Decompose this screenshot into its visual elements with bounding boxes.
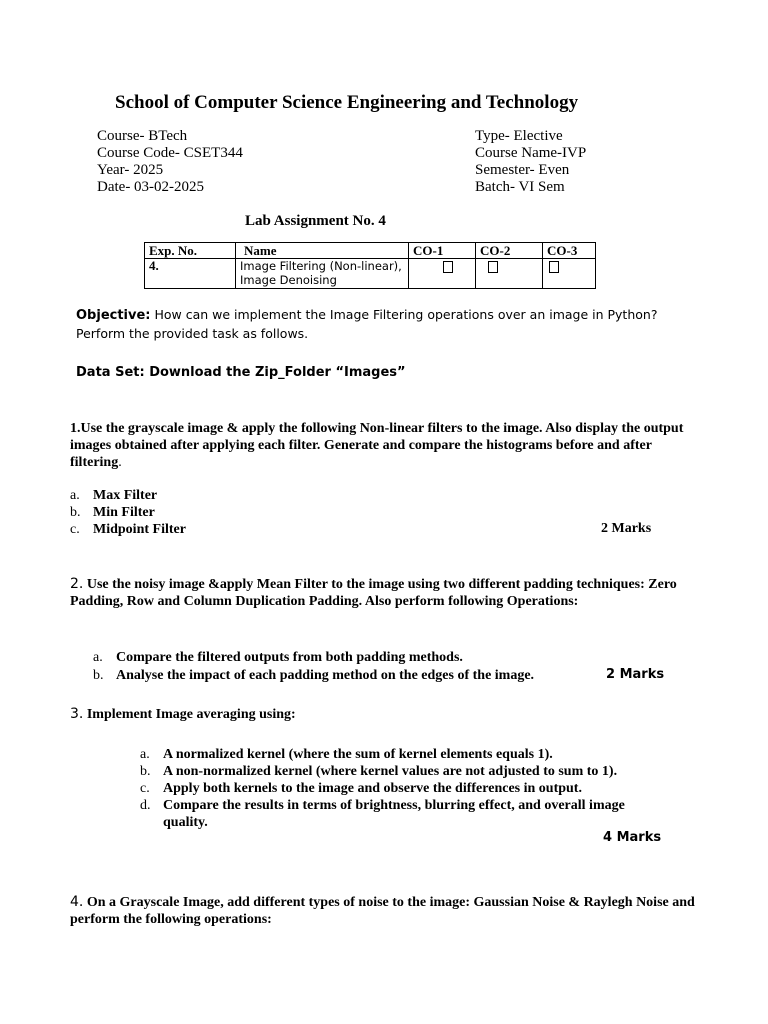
list-marker: c. <box>70 522 80 537</box>
checkbox-glyph-icon <box>549 261 559 273</box>
question-4-number: 4. <box>70 894 84 910</box>
list-marker: b. <box>140 764 151 779</box>
checkbox-glyph-icon <box>443 261 453 273</box>
list-text-continuation: quality. <box>163 815 208 830</box>
list-text: A normalized kernel (where the sum of kernel elements equals 1). <box>163 747 553 762</box>
semester-line: Semester- Even <box>475 162 570 178</box>
experiment-table <box>144 242 596 289</box>
list-text: Max Filter <box>93 488 158 503</box>
objective-paragraph <box>76 306 706 343</box>
list-text: Midpoint Filter <box>93 522 186 537</box>
cell-co2 <box>476 259 543 289</box>
course-name-line: Course Name-IVP <box>475 145 587 161</box>
cell-co1 <box>409 259 476 289</box>
document-title: School of Computer Science Engineering and Technology <box>115 92 579 113</box>
question-4-text: On a Grayscale Image, add different types of noise to the image: Gaussian Noise & Raylegh Noise and perform the following operations: <box>70 895 695 927</box>
checkbox-glyph-icon <box>488 261 498 273</box>
cell-co3 <box>543 259 596 289</box>
question-4 <box>70 894 700 928</box>
list-text: A non-normalized kernel (where kernel values are not adjusted to sum to 1). <box>163 764 618 779</box>
objective-label: Objective: <box>76 308 151 323</box>
header-co1: CO-1 <box>409 243 476 259</box>
question-2-number: 2. <box>70 576 84 592</box>
question-1 <box>70 420 700 471</box>
list-text: Apply both kernels to the image and observe the differences in output. <box>163 781 582 796</box>
type-line: Type- Elective <box>475 128 563 144</box>
cell-name-line2: Image Denoising <box>240 273 337 287</box>
marks-label: 2 Marks <box>606 667 665 682</box>
question-2-text: Use the noisy image &apply Mean Filter to the image using two different padding techniques: Zero Padding, Row and Column Duplication Padding. Also perform following Operations: <box>70 577 677 609</box>
list-marker: c. <box>140 781 150 796</box>
course-info-left <box>97 128 243 196</box>
list-text: Compare the results in terms of brightness, blurring effect, and overall image <box>163 798 625 813</box>
table-row <box>145 259 596 289</box>
cell-name-line1: Image Filtering (Non-linear), <box>240 259 402 273</box>
cell-name <box>236 259 409 289</box>
batch-line: Batch- VI Sem <box>475 179 565 195</box>
list-marker: b. <box>70 505 81 520</box>
list-marker: a. <box>140 747 150 762</box>
question-3 <box>70 706 700 723</box>
header-name: Name <box>236 243 409 259</box>
course-line: Course- BTech <box>97 128 188 144</box>
objective-text: How can we implement the Image Filtering operations over an image in Python? Perform the provided task as follows. <box>76 307 658 341</box>
header-co3: CO-3 <box>543 243 596 259</box>
cell-exp-no: 4. <box>145 259 236 289</box>
list-marker: a. <box>70 488 80 503</box>
question-3-text: Implement Image averaging using: <box>83 707 296 722</box>
marks-label: 2 Marks <box>601 521 652 536</box>
list-marker: b. <box>93 668 104 683</box>
course-info-right <box>475 128 586 196</box>
course-code-line: Course Code- CSET344 <box>97 145 243 161</box>
list-marker: a. <box>93 650 103 665</box>
question-2 <box>70 576 700 610</box>
list-marker: d. <box>140 798 151 813</box>
question-3-number: 3. <box>70 706 84 722</box>
dataset-line: Data Set: Download the Zip_Folder “Images” <box>76 365 406 380</box>
header-co2: CO-2 <box>476 243 543 259</box>
list-text: Min Filter <box>93 505 155 520</box>
question-1-text: 1.Use the grayscale image & apply the following Non-linear filters to the image. Also display the output images obtained after applying each filter. Generate and compare the histograms before and after filtering <box>70 421 684 470</box>
marks-label: 4 Marks <box>603 830 662 845</box>
list-text: Analyse the impact of each padding method on the edges of the image. <box>116 668 535 683</box>
year-line: Year- 2025 <box>97 162 164 178</box>
table-header-row <box>145 243 596 259</box>
question-1-end: . <box>118 455 122 470</box>
lab-assignment-title: Lab Assignment No. 4 <box>245 213 386 229</box>
header-exp-no: Exp. No. <box>145 243 236 259</box>
list-text: Compare the filtered outputs from both padding methods. <box>116 650 463 665</box>
date-line: Date- 03-02-2025 <box>97 179 205 195</box>
